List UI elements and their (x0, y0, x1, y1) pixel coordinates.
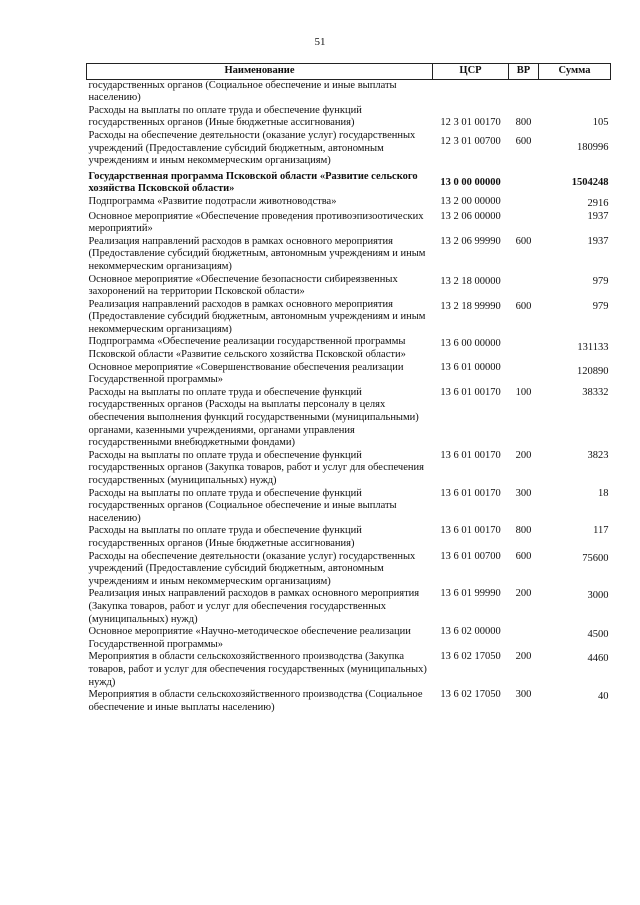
table-row (87, 362, 611, 387)
row-name: Расходы на обеспечение деятельности (оказание услуг) государственных учреждений (Предоставление субсидий бюджетным, автономным учреждениям и иным некоммерческим организациям) (88, 129, 416, 167)
row-sum: 18 (598, 487, 609, 499)
header-csr: ЦСР (433, 64, 509, 80)
row-name: Мероприятия в области сельскохозяйственного производства (Закупка товаров, работ и услуг для обеспечения государственных (муниципальных) нужд) (88, 651, 427, 688)
row-vr: 200 (515, 588, 532, 600)
row-csr: 13 6 01 00170 (440, 386, 501, 398)
table-row (87, 387, 611, 450)
row-vr: 100 (515, 386, 532, 398)
row-sum: 131133 (577, 342, 609, 354)
row-name: Реализация направлений расходов в рамках основного мероприятия (Предоставление субсидий бюджетным, автономным учреждениям и иным некоммерческим организациям) (88, 235, 426, 272)
row-vr (509, 336, 539, 361)
row-sum: 75600 (582, 552, 609, 564)
row-csr: 13 6 02 17050 (440, 651, 501, 663)
row-vr: 300 (515, 487, 532, 499)
row-sum (539, 79, 611, 105)
header-sum: Сумма (539, 64, 611, 80)
row-vr (509, 196, 539, 211)
row-csr: 13 6 02 17050 (440, 689, 501, 701)
table-row (87, 274, 611, 299)
row-sum: 1937 (587, 235, 609, 247)
row-sum: 2916 (587, 197, 609, 209)
row-csr: 13 6 01 00700 (440, 550, 501, 562)
row-name: Основное мероприятие «Обеспечение безопасности сибиреязвенных захоронений на территории Псковской области» (88, 273, 398, 298)
row-csr: 13 2 06 99990 (440, 235, 501, 247)
row-vr (509, 626, 539, 651)
row-vr: 200 (515, 449, 532, 461)
table-row (87, 689, 611, 714)
row-sum: 180996 (577, 141, 609, 153)
row-csr: 12 3 01 00700 (440, 135, 501, 147)
row-sum: 120890 (577, 365, 609, 377)
table-row (87, 525, 611, 550)
row-vr: 600 (515, 135, 532, 147)
row-name: Подпрограмма «Обеспечение реализации государственной программы Псковской области «Развитие сельского хозяйства Псковской области» (88, 336, 406, 361)
budget-table (86, 63, 611, 714)
row-vr: 600 (515, 550, 532, 562)
row-csr: 13 6 01 00170 (440, 449, 501, 461)
row-vr (509, 274, 539, 299)
row-name: Расходы на выплаты по оплате труда и обеспечение функций государственных органов (Социальное обеспечение и иные выплаты населению) (88, 487, 397, 524)
row-vr (509, 362, 539, 387)
table-row (87, 488, 611, 526)
row-sum: 38332 (582, 386, 609, 398)
row-sum: 4460 (587, 653, 609, 665)
row-name: Расходы на выплаты по оплате труда и обеспечение функций государственных органов (Иные бюджетные ассигнования) (88, 525, 362, 549)
table-row (87, 168, 611, 196)
table-row (87, 130, 611, 168)
row-csr: 13 2 18 00000 (440, 275, 501, 287)
row-vr: 600 (515, 235, 532, 247)
row-vr: 300 (515, 689, 532, 701)
table-row (87, 626, 611, 651)
row-name: Расходы на выплаты по оплате труда и обеспечение функций государственных органов (Иные бюджетные ассигнования) (88, 104, 362, 129)
row-sum: 3000 (587, 590, 609, 602)
row-sum: 117 (593, 525, 609, 537)
row-csr: 13 2 00 00000 (440, 195, 501, 207)
row-csr: 13 6 02 00000 (440, 626, 501, 638)
row-vr (509, 211, 539, 236)
row-name: Расходы на выплаты по оплате труда и обеспечение функций государственных органов (Расходы на выплаты персоналу в целях обеспечения выполнения функций государственными (муниципальными) органами, казенными учреждениями, органами управления государственными внебюджетными фондами) (88, 386, 419, 449)
table-row (87, 211, 611, 236)
row-name: Мероприятия в области сельскохозяйственного производства (Социальное обеспечение и иные выплаты населению) (88, 689, 423, 713)
table-row (87, 105, 611, 130)
row-csr: 13 6 01 00170 (440, 525, 501, 537)
row-sum: 1504248 (571, 176, 609, 188)
row-name: Расходы на выплаты по оплате труда и обеспечение функций государственных органов (Закупка товаров, работ и услуг для обеспечения государственных (муниципальных) нужд) (88, 449, 424, 486)
row-sum: 105 (592, 116, 609, 128)
row-csr: 13 2 18 99990 (440, 300, 501, 312)
row-name: Расходы на обеспечение деятельности (оказание услуг) государственных учреждений (Предоставление субсидий бюджетным, автономным учреждениям и иным некоммерческим организациям) (88, 550, 416, 587)
row-sum: 4500 (587, 629, 609, 641)
row-csr: 12 3 01 00170 (440, 116, 501, 128)
row-csr: 13 0 00 00000 (440, 176, 501, 188)
row-vr (509, 168, 539, 196)
row-name: Государственная программа Псковской области «Развитие сельского хозяйства Псковской области» (88, 170, 418, 195)
row-sum: 40 (598, 691, 609, 703)
row-vr (509, 79, 539, 105)
table-row (87, 79, 611, 105)
row-name: Реализация направлений расходов в рамках основного мероприятия (Предоставление субсидий бюджетным, автономным учреждениям и иным некоммерческим организациям) (88, 298, 426, 335)
row-name: Подпрограмма «Развитие подотрасли животноводства» (88, 195, 337, 207)
header-name: Наименование (87, 64, 433, 80)
row-vr: 200 (515, 651, 532, 663)
row-csr: 13 6 01 00170 (440, 487, 501, 499)
row-name: Основное мероприятие «Совершенствование обеспечения реализации Государственной программы» (88, 361, 404, 386)
row-name: государственных органов (Социальное обеспечение и иные выплаты населению) (88, 79, 397, 104)
page-number: 51 (314, 36, 326, 48)
row-csr: 13 6 01 00000 (440, 361, 501, 373)
row-vr: 600 (515, 300, 532, 312)
table-row (87, 196, 611, 211)
table-row (87, 651, 611, 689)
row-sum: 1937 (587, 210, 609, 222)
row-csr: 13 6 00 00000 (440, 338, 501, 350)
row-vr: 800 (515, 525, 532, 537)
table-row (87, 450, 611, 488)
row-csr: 13 2 06 00000 (440, 210, 501, 222)
table-row (87, 336, 611, 361)
row-csr: 13 6 01 99990 (440, 588, 501, 600)
table-row (87, 299, 611, 337)
table-row (87, 551, 611, 589)
table-row (87, 236, 611, 274)
row-sum: 979 (592, 300, 609, 312)
row-vr: 800 (515, 116, 532, 128)
row-name: Основное мероприятие «Обеспечение проведения противоэпизоотических мероприятий» (88, 210, 424, 235)
row-name: Реализация иных направлений расходов в рамках основного мероприятия (Закупка товаров, работ и услуг для обеспечения государственных (муниципальных) нужд) (88, 588, 420, 625)
row-sum: 979 (592, 275, 609, 287)
row-name: Основное мероприятие «Научно-методическое обеспечение реализации Государственной программы» (88, 626, 411, 650)
row-csr (433, 79, 509, 105)
header-row (87, 64, 611, 80)
header-vr: ВР (509, 64, 539, 80)
row-sum: 3823 (587, 449, 609, 461)
table-row (87, 588, 611, 626)
